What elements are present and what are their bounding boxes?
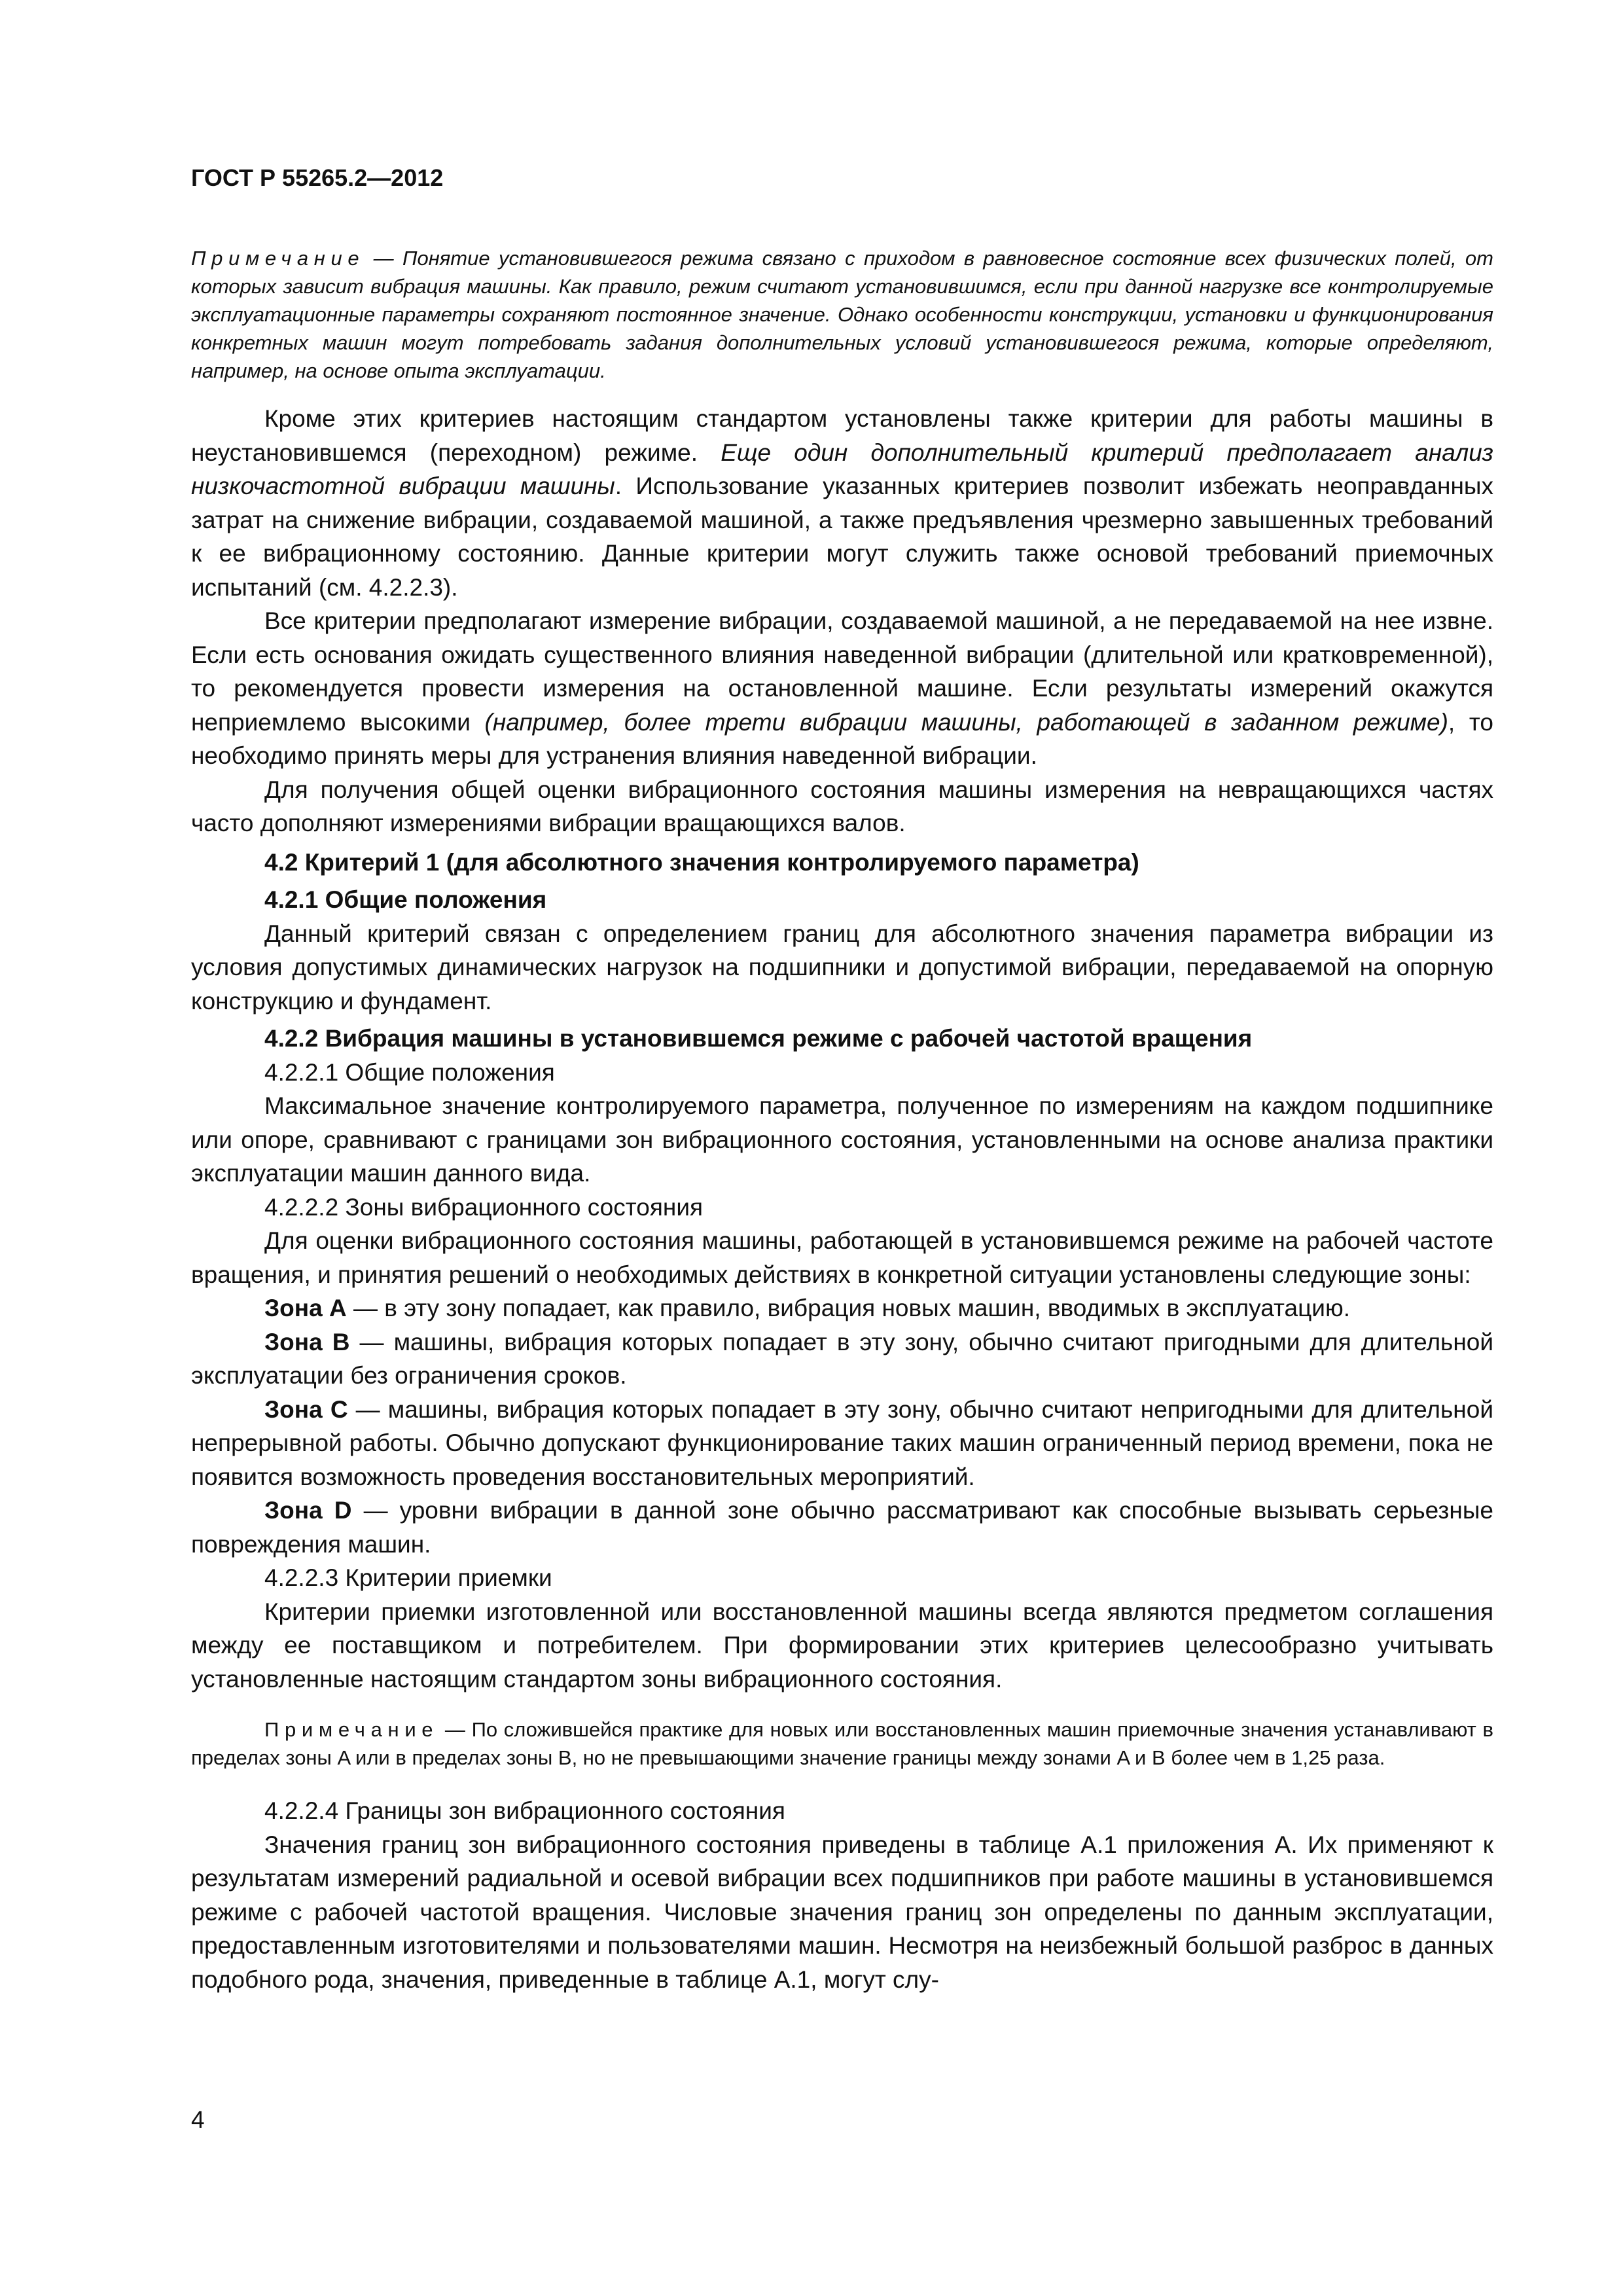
- zone-b-text: — машины, вибрация которых попадает в эту зону, обычно считают пригодными для длительной эксплуатации без ограничения сроков.: [191, 1328, 1493, 1390]
- zone-d-name: Зона D: [264, 1497, 352, 1524]
- zone-a: [191, 1291, 1493, 1325]
- paragraph-1-c: . Использование указанных критериев позволит избежать неоправданных затрат на снижение вибрации, создаваемой машиной, а также предъявления чрезмерно завышенных требований к ее вибрационному состоянию. Данные критерии могут служить также основой требований приемочных испытаний (см. 4.2.2.3).: [191, 473, 1493, 601]
- heading-4-2-2-4: 4.2.2.4 Границы зон вибрационного состояния: [264, 1797, 785, 1825]
- paragraph-6: Для оценки вибрационного состояния машины, работающей в установившемся режиме на рабочей частоте вращения, и принятия решений о необходимых действиях в конкретной ситуации установлены следующие зоны:: [191, 1227, 1493, 1288]
- zone-d-text: — уровни вибрации в данной зоне обычно рассматривают как способные вызывать серьезные повреждения машин.: [191, 1497, 1493, 1558]
- zone-b-name: Зона B: [264, 1328, 350, 1355]
- paragraph-1-italic: Еще один дополнительный критерий предполагает анализ низкочастотной вибрации машины: [191, 439, 1493, 500]
- heading-4-2-1: 4.2.1 Общие положения: [264, 886, 547, 914]
- paragraph-2: [191, 604, 1493, 773]
- zone-a-name: Зона A: [264, 1295, 347, 1322]
- zone-c-text: — машины, вибрация которых попадает в эту зону, обычно считают непригодными для длительной непрерывной работы. Обычно допускают функционирование таких машин ограниченный период времени, пока не появится возможность проведения восстановительных мероприятий.: [191, 1395, 1493, 1490]
- page-number: 4: [191, 2106, 205, 2133]
- document-page: [191, 164, 1493, 1996]
- paragraph-7: Критерии приемки изготовленной или восстановленной машины всегда являются предметом соглашения между ее поставщиком и потребителем. При формировании этих критериев целесообразно учитывать установленные настоящим стандартом зоны вибрационного состояния.: [191, 1598, 1493, 1693]
- paragraph-5: Максимальное значение контролируемого параметра, полученное по измерениям на каждом подшипнике или опоре, сравнивают с границами зон вибрационного состояния, установленными на основе анализа практики эксплуатации машин данного вида.: [191, 1092, 1493, 1187]
- paragraph-1-a: Кроме этих критериев настоящим стандартом установлены также критерии для работы машины в неустановившемся (переходном) режиме.: [191, 405, 1493, 466]
- paragraph-2-c: , то необходимо принять меры для устранения влияния наведенной вибрации.: [191, 708, 1493, 770]
- note-1-label: Примечание: [191, 247, 365, 270]
- heading-4-2: 4.2 Критерий 1 (для абсолютного значения контролируемого параметра): [264, 848, 1139, 876]
- heading-4-2-2-1: 4.2.2.1 Общие положения: [264, 1058, 555, 1086]
- zone-d: [191, 1494, 1493, 1561]
- paragraph-3: Для получения общей оценки вибрационного состояния машины измерения на невращающихся частях часто дополняют измерениями вибрации вращающихся валов.: [191, 776, 1493, 837]
- heading-4-2-2-3: 4.2.2.3 Критерии приемки: [264, 1564, 552, 1592]
- note-1-text: — Понятие установившегося режима связано с приходом в равновесное состояние всех физических полей, от которых зависит вибрация машины. Как правило, режим считают установившимся, если при данной нагрузке все контролируемые эксплуатационные параметры сохраняют постоянное значение. Однако особенности конструкции, установки и функционирования конкретных машин могут потребовать задания дополнительных условий установившегося режима, которые определяют, например, на основе опыта эксплуатации.: [191, 247, 1493, 383]
- heading-4-2-2-2: 4.2.2.2 Зоны вибрационного состояния: [264, 1193, 704, 1221]
- document-header: ГОСТ Р 55265.2—2012: [191, 164, 444, 191]
- paragraph-1: [191, 402, 1493, 604]
- paragraph-2-italic: (например, более трети вибрации машины, работающей в заданном режиме): [484, 708, 1448, 736]
- paragraph-8: Значения границ зон вибрационного состояния приведены в таблице А.1 приложения А. Их применяют к результатам измерений радиальной и осевой вибрации всех подшипников при работе машины в установившемся режиме с рабочей частотой вращения. Числовые значения границ зон определены по данным эксплуатации, предоставленным изготовителями и пользователями машин. Несмотря на неизбежный большой разброс в данных подобного рода, значения, приведенные в таблице А.1, могут слу-: [191, 1831, 1493, 1993]
- zone-c: [191, 1393, 1493, 1494]
- zone-c-name: Зона C: [264, 1395, 348, 1423]
- paragraph-4: Данный критерий связан с определением границ для абсолютного значения параметра вибрации из условия допустимых динамических нагрузок на подшипники и допустимой вибрации, передаваемой на опорную конструкцию и фундамент.: [191, 920, 1493, 1014]
- note-2: [191, 1715, 1493, 1772]
- note-2-text: — По сложившейся практике для новых или восстановленных машин приемочные значения устанавливают в пределах зоны A или в пределах зоны B, но не превышающими значение границы между зонами A и B более чем в 1,25 раза.: [191, 1718, 1493, 1770]
- note-1: [191, 244, 1493, 385]
- zone-a-text: — в эту зону попадает, как правило, вибрация новых машин, вводимых в эксплуатацию.: [346, 1295, 1350, 1322]
- heading-4-2-2: 4.2.2 Вибрация машины в установившемся режиме с рабочей частотой вращения: [264, 1025, 1253, 1052]
- note-2-label: Примечание: [264, 1718, 439, 1742]
- zone-b: [191, 1325, 1493, 1393]
- paragraph-2-a: Все критерии предполагают измерение вибрации, создаваемой машиной, а не передаваемой на нее извне. Если есть основания ожидать существенного влияния наведенной вибрации (длительной или кратковременной), то рекомендуется провести измерения на остановленной машине. Если результаты измерений окажутся неприемлемо высокими: [191, 607, 1493, 736]
